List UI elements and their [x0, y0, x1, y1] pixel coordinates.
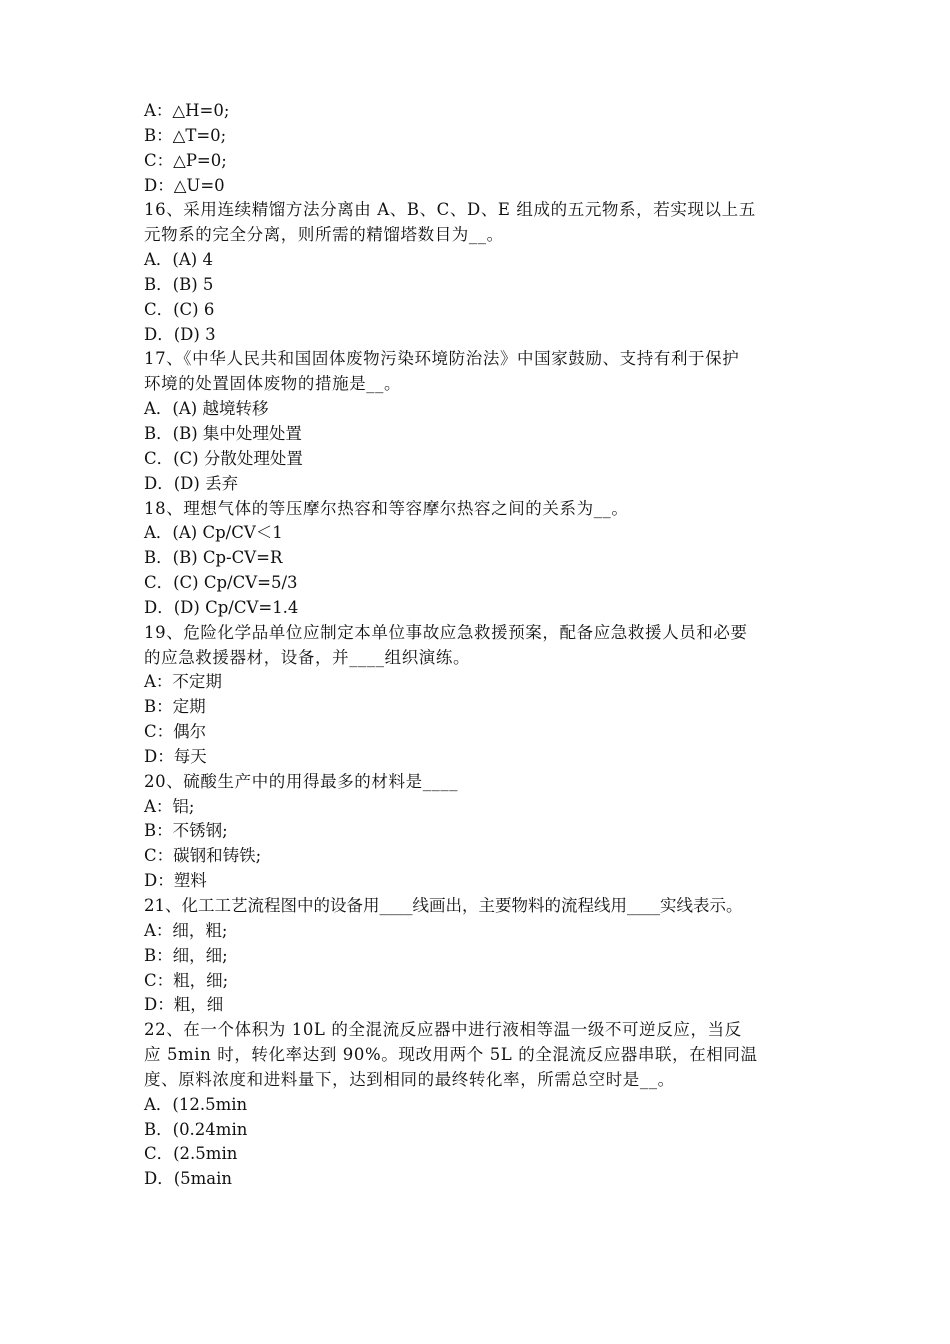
- q15-option-d: D：△U=0: [144, 175, 225, 195]
- q15-option-c: C：△P=0;: [144, 150, 227, 170]
- q21-option-d: D：粗，细: [144, 995, 224, 1015]
- q16-stem-line-1: 16、采用连续精馏方法分离由 A、B、C、D、E 组成的五元物系，若实现以上五: [144, 200, 756, 220]
- q17-stem-line-1: 17、《中华人民共和国固体废物污染环境防治法》中国家鼓励、支持有利于保护: [144, 349, 740, 369]
- q19-option-d: D：每天: [144, 746, 207, 766]
- q22-option-a: A．(12.5min: [144, 1094, 248, 1114]
- q21-stem-line-1: 21、化工工艺流程图中的设备用____线画出，主要物料的流程线用____实线表示。: [144, 896, 743, 915]
- q16-stem-line-2: 元物系的完全分离，则所需的精馏塔数目为__。: [144, 225, 504, 245]
- q19-stem-line-1: 19、危险化学品单位应制定本单位事故应急救援预案，配备应急救援人员和必要: [144, 622, 748, 642]
- q20-option-b: B：不锈钢;: [144, 821, 228, 841]
- q18-option-a: A．(A) Cp/CV＜1: [144, 523, 283, 543]
- q16-option-d: D．(D) 3: [144, 324, 216, 344]
- q16-option-c: C．(C) 6: [144, 299, 215, 319]
- q22-option-d: D．(5main: [144, 1169, 233, 1189]
- q22-stem-line-1: 22、在一个体积为 10L 的全混流反应器中进行液相等温一级不可逆反应，当反: [144, 1020, 742, 1040]
- q18-option-b: B．(B) Cp-CV=R: [144, 548, 283, 568]
- q20-option-c: C：碳钢和铸铁;: [144, 846, 262, 866]
- q19-stem-line-2: 的应急救援器材，设备，并____组织演练。: [144, 647, 471, 667]
- q17-option-d: D．(D) 丢弃: [144, 473, 239, 493]
- q22-stem-line-2: 应 5min 时，转化率达到 90%。现改用两个 5L 的全混流反应器串联，在相同温: [144, 1045, 758, 1065]
- q21-option-a: A：细，粗;: [144, 920, 228, 940]
- q19-option-a: A：不定期: [144, 672, 222, 692]
- q20-option-a: A：铝;: [144, 796, 195, 816]
- q22-stem-line-3: 度、原料浓度和进料量下，达到相同的最终转化率，所需总空时是__。: [144, 1069, 675, 1089]
- q21-option-c: C：粗，细;: [144, 970, 229, 990]
- q20-option-d: D：塑料: [144, 871, 207, 891]
- q17-option-a: A．(A) 越境转移: [144, 399, 269, 419]
- q22-option-c: C．(2.5min: [144, 1144, 238, 1164]
- q17-stem-line-2: 环境的处置固体废物的措施是__。: [144, 374, 402, 394]
- q15-option-b: B：△T=0;: [144, 125, 227, 145]
- q19-option-c: C：偶尔: [144, 722, 207, 742]
- q17-option-c: C．(C) 分散处理处置: [144, 448, 303, 468]
- q18-stem-line-1: 18、理想气体的等压摩尔热容和等容摩尔热容之间的关系为__。: [144, 498, 629, 518]
- question-list: [144, 99, 810, 1192]
- q18-option-c: C．(C) Cp/CV=5/3: [144, 573, 298, 593]
- q20-stem-line-1: 20、硫酸生产中的用得最多的材料是____: [144, 771, 459, 791]
- q16-option-a: A．(A) 4: [144, 250, 213, 270]
- q15-option-a: A：△H=0;: [144, 101, 230, 120]
- q18-option-d: D．(D) Cp/CV=1.4: [144, 597, 299, 617]
- q19-option-b: B：定期: [144, 697, 206, 717]
- q21-option-b: B：细，细;: [144, 945, 228, 965]
- q17-option-b: B．(B) 集中处理处置: [144, 423, 302, 443]
- q16-option-b: B．(B) 5: [144, 274, 214, 294]
- q22-option-b: B．(0.24min: [144, 1119, 248, 1139]
